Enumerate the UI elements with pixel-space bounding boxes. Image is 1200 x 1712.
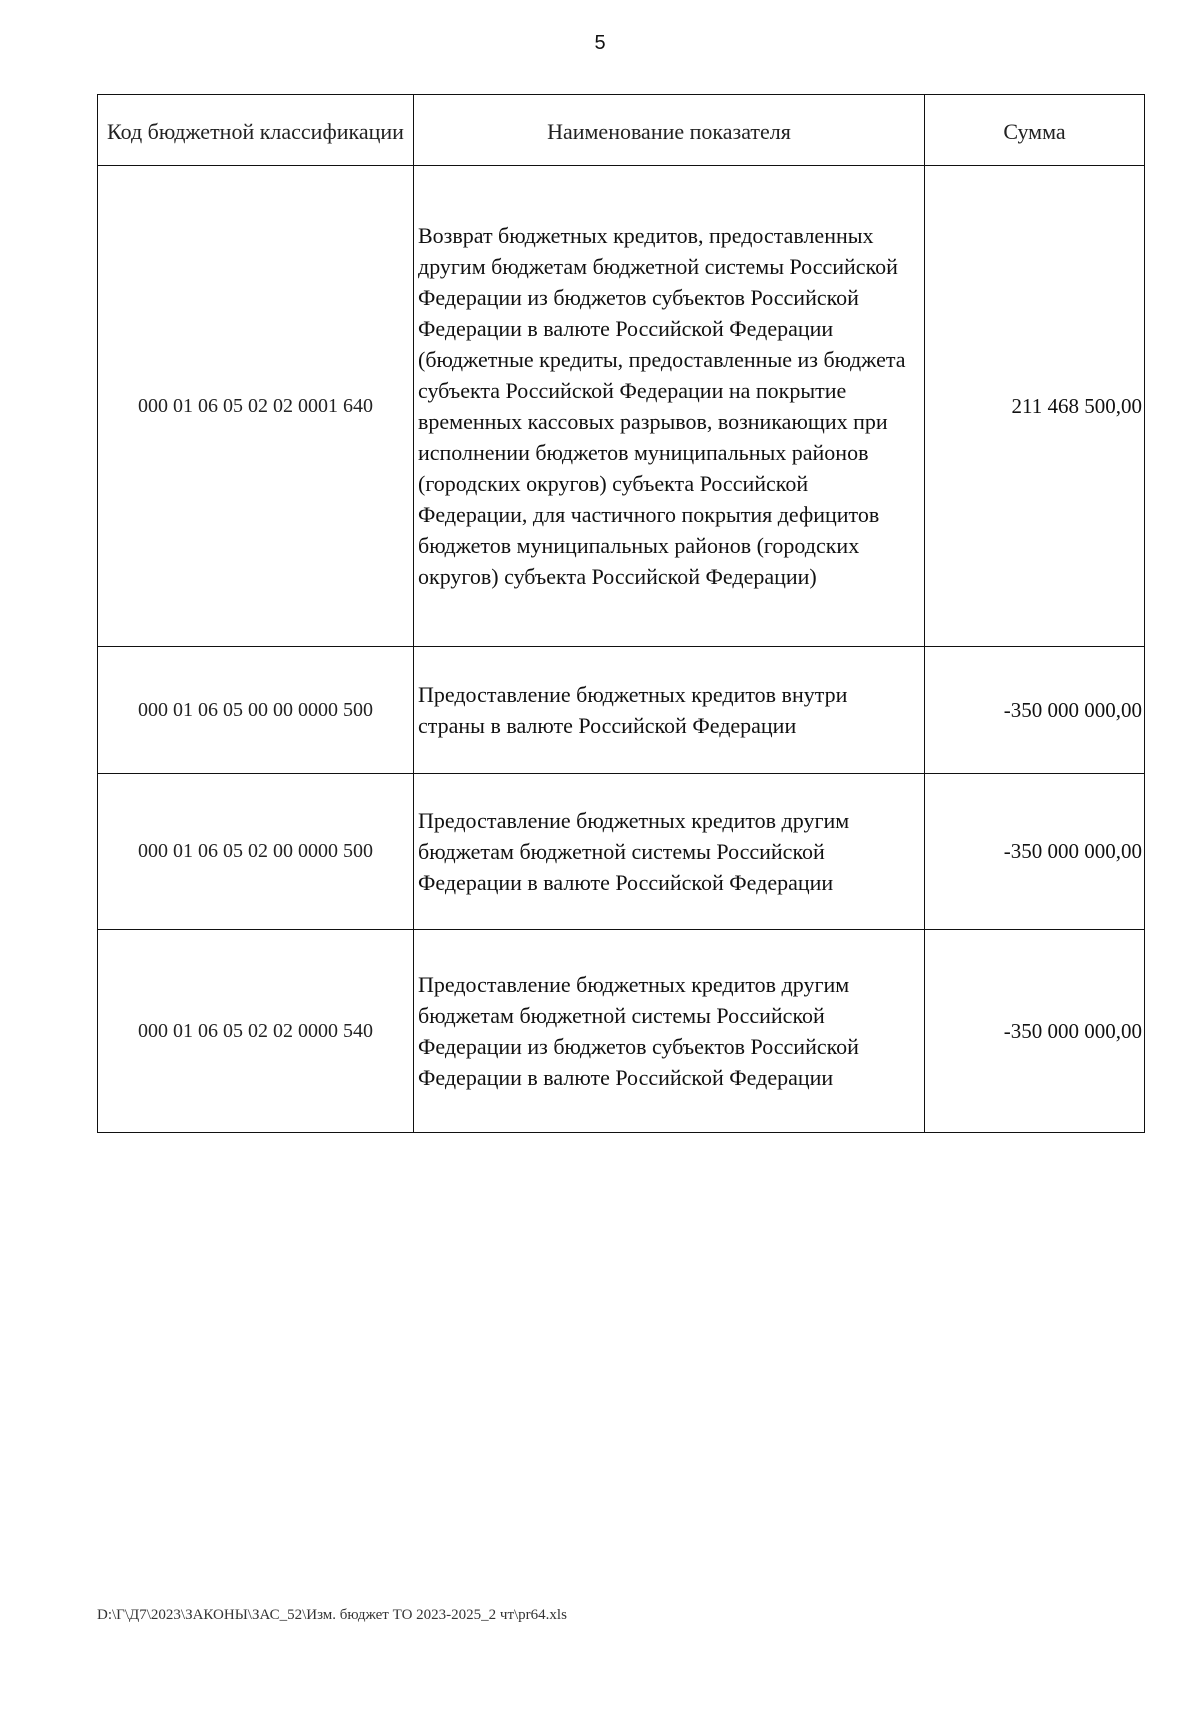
- footer-file-path: D:\Г\Д7\2023\ЗАКОНЫ\ЗАС_52\Изм. бюджет ТО 2023-2025_2 чт\pr64.xls: [97, 1607, 567, 1623]
- table-header-row: [98, 95, 1145, 166]
- budget-table: [97, 94, 1145, 1133]
- table-row: [98, 930, 1145, 1133]
- cell-name: Предоставление бюджетных кредитов другим бюджетам бюджетной системы Российской Федерации в валюте Российской Федерации: [414, 774, 925, 930]
- page-number: 5: [594, 32, 606, 54]
- cell-name: Предоставление бюджетных кредитов другим бюджетам бюджетной системы Российской Федерации из бюджетов субъектов Российской Федерации в валюте Российской Федерации: [414, 930, 925, 1133]
- cell-name: Возврат бюджетных кредитов, предоставленных другим бюджетам бюджетной системы Российской Федерации из бюджетов субъектов Российской Федерации в валюте Российской Федерации (бюджетные кредиты, предоставленные из бюджета субъекта Российской Федерации на покрытие временных кассовых разрывов, возникающих при исполнении бюджетов муниципальных районов (городских округов) субъекта Российской Федерации, для частичного покрытия дефицитов бюджетов муниципальных районов (городских округов) субъекта Российской Федерации): [414, 166, 925, 647]
- header-sum: Сумма: [925, 95, 1145, 166]
- header-name: Наименование показателя: [414, 95, 925, 166]
- cell-sum: -350 000 000,00: [925, 647, 1145, 774]
- cell-code: 000 01 06 05 02 02 0001 640: [98, 166, 414, 647]
- cell-code: 000 01 06 05 02 00 0000 500: [98, 774, 414, 930]
- cell-sum: -350 000 000,00: [925, 930, 1145, 1133]
- table-row: [98, 166, 1145, 647]
- cell-code: 000 01 06 05 00 00 0000 500: [98, 647, 414, 774]
- table-row: [98, 647, 1145, 774]
- cell-code: 000 01 06 05 02 02 0000 540: [98, 930, 414, 1133]
- cell-name: Предоставление бюджетных кредитов внутри страны в валюте Российской Федерации: [414, 647, 925, 774]
- header-code: Код бюджетной классификации: [98, 95, 414, 166]
- table-row: [98, 774, 1145, 930]
- cell-sum: 211 468 500,00: [925, 166, 1145, 647]
- cell-sum: -350 000 000,00: [925, 774, 1145, 930]
